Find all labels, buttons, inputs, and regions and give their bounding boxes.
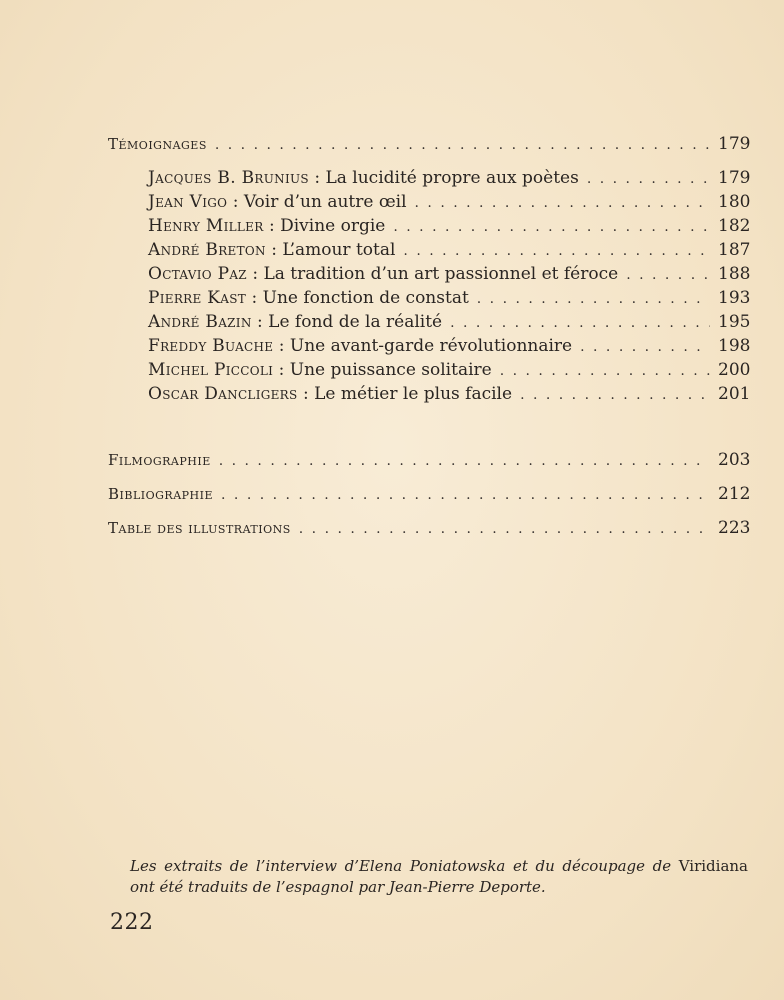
toc-entry bbox=[108, 358, 751, 382]
leader-dots bbox=[221, 483, 710, 507]
toc-entry-author: Freddy Buache bbox=[148, 336, 274, 356]
leader-dots bbox=[299, 517, 710, 541]
toc-section-filmographie bbox=[108, 448, 751, 472]
leader-dots bbox=[520, 383, 710, 407]
toc-page-number: 180 bbox=[718, 192, 751, 212]
leader-dots bbox=[450, 311, 710, 335]
note-text-part3: ont été traduits de l’espagnol par Jean-Pierre Deporte. bbox=[130, 878, 546, 896]
toc-entry-author: Pierre Kast bbox=[148, 288, 247, 308]
toc-page-number: 198 bbox=[718, 336, 751, 356]
page-number: 222 bbox=[110, 910, 154, 935]
toc-entry bbox=[108, 334, 751, 358]
toc-entry-title: : La lucidité propre aux poètes bbox=[308, 168, 579, 188]
toc-entry-title: : Voir d’un autre œil bbox=[227, 192, 407, 212]
toc-entry-author: Henry Miller bbox=[148, 216, 264, 236]
toc-page-number: 200 bbox=[718, 360, 751, 380]
toc-entry-title: : Une puissance solitaire bbox=[273, 360, 492, 380]
toc-entry bbox=[108, 262, 751, 286]
leader-dots bbox=[477, 287, 710, 311]
leader-dots bbox=[393, 215, 710, 239]
toc-section-label: Bibliographie bbox=[108, 485, 214, 503]
toc-entry-author: André Breton bbox=[148, 240, 266, 260]
toc-entry-title: : Le métier le plus facile bbox=[297, 384, 513, 404]
leader-dots bbox=[500, 359, 710, 383]
leader-dots bbox=[415, 191, 710, 215]
leader-dots bbox=[219, 449, 710, 473]
toc-page-number: 203 bbox=[718, 450, 751, 470]
toc-entry-author: Jacques B. Brunius bbox=[148, 168, 309, 188]
toc-section-temoignages bbox=[108, 132, 751, 156]
toc-entry bbox=[108, 286, 751, 310]
toc-entry bbox=[108, 382, 751, 406]
toc-page-number: 201 bbox=[718, 384, 751, 404]
toc-entry-author: André Bazin bbox=[148, 312, 252, 332]
toc-entry bbox=[108, 214, 751, 238]
toc-entry-title: : Une avant-garde révolutionnaire bbox=[273, 336, 573, 356]
toc-page-number: 212 bbox=[718, 484, 751, 504]
toc-section-label: Témoignages bbox=[108, 135, 207, 153]
toc-entry bbox=[108, 166, 751, 190]
toc-entry bbox=[108, 238, 751, 262]
leader-dots bbox=[587, 167, 710, 191]
toc-entry-title: : La tradition d’un art passionnel et féroce bbox=[246, 264, 619, 284]
toc-section-label: Filmographie bbox=[108, 451, 211, 469]
toc-entry-author: Michel Piccoli bbox=[148, 360, 274, 380]
note-film-title: Viridiana bbox=[678, 857, 748, 875]
note-text-part1: Les extraits de l’interview d’Elena Poniatowska et du découpage de bbox=[130, 857, 679, 875]
translation-note bbox=[130, 856, 748, 898]
toc-section-illustrations bbox=[108, 516, 751, 540]
table-of-contents bbox=[108, 132, 751, 540]
toc-entry bbox=[108, 310, 751, 334]
toc-page-number: 223 bbox=[718, 518, 751, 538]
toc-entry-title: : Le fond de la réalité bbox=[251, 312, 443, 332]
toc-section-label: Table des illustrations bbox=[108, 519, 291, 537]
toc-entry bbox=[108, 190, 751, 214]
leader-dots bbox=[215, 133, 710, 157]
toc-page-number: 195 bbox=[718, 312, 751, 332]
leader-dots bbox=[403, 239, 710, 263]
toc-entry-title: : Une fonction de constat bbox=[246, 288, 469, 308]
toc-entry-title: : Divine orgie bbox=[263, 216, 386, 236]
toc-entry-author: Octavio Paz bbox=[148, 264, 247, 284]
toc-entry-author: Jean Vigo bbox=[148, 192, 228, 212]
toc-section-bibliographie bbox=[108, 482, 751, 506]
toc-page-number: 179 bbox=[718, 134, 751, 154]
toc-page-number: 188 bbox=[718, 264, 751, 284]
leader-dots bbox=[626, 263, 710, 287]
leader-dots bbox=[580, 335, 710, 359]
toc-page-number: 182 bbox=[718, 216, 751, 236]
toc-page-number: 193 bbox=[718, 288, 751, 308]
toc-entry-title: : L’amour total bbox=[265, 240, 396, 260]
toc-page-number: 179 bbox=[718, 168, 751, 188]
toc-page-number: 187 bbox=[718, 240, 751, 260]
toc-entry-author: Oscar Dancligers bbox=[148, 384, 298, 404]
